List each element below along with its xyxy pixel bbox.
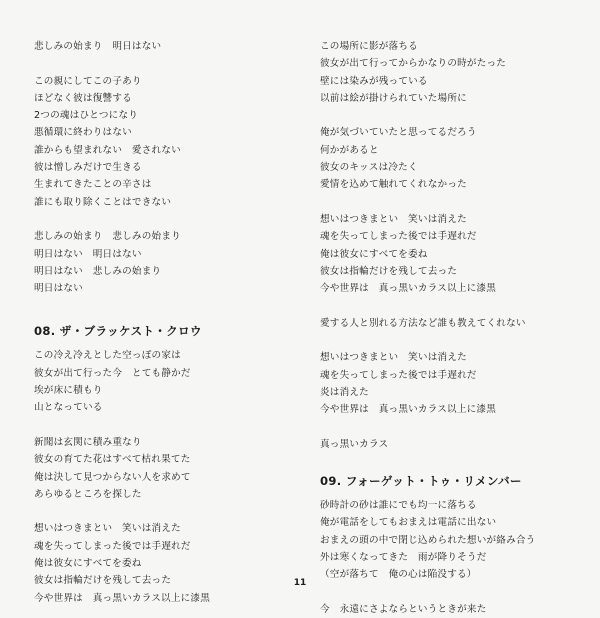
lyric-line: 今や世界は 真っ黒いカラス以上に漆黒 bbox=[320, 404, 496, 416]
lyric-line: 悪循環に終わりはない bbox=[34, 127, 132, 139]
lyric-line bbox=[320, 419, 582, 436]
lyric-line: 今や世界は 真っ黒いカラス以上に漆黒 bbox=[320, 283, 496, 295]
lyric-line: 彼女が出て行ってからかなりの時がたった bbox=[320, 58, 507, 70]
lyric-line: 新聞は玄関に積み重なり bbox=[34, 436, 142, 448]
lyric-line: 俺は彼女にすべてを委ね bbox=[34, 558, 142, 570]
lyric-line: 彼女が出て行った今 とても静かだ bbox=[34, 367, 191, 379]
song-title-09: 09. フォーゲット・トゥ・リメンバー bbox=[320, 474, 522, 489]
lyric-line: 愛する人と別れる方法など誰も教えてくれない bbox=[320, 317, 526, 329]
lyric-line: 彼女のキッスは冷たく bbox=[320, 162, 418, 174]
lyric-line bbox=[320, 194, 582, 211]
lyric-line: 魂を失ってしまった後では手遅れだ bbox=[320, 369, 477, 381]
lyric-line: 想いはつきまとい 笑いは消えた bbox=[34, 523, 181, 535]
lyric-line: 彼は憎しみだけで生きる bbox=[34, 162, 142, 174]
song-title-08: 08. ザ・ブラッケスト・クロウ bbox=[34, 324, 202, 339]
lyric-line: 埃が床に積もり bbox=[34, 385, 103, 397]
left-column bbox=[34, 38, 296, 607]
lyric-line: 生まれてきたことの辛さは bbox=[34, 179, 152, 191]
lyric-line: 炎は消えた bbox=[320, 386, 369, 398]
lyric-line bbox=[320, 107, 582, 124]
lyric-line: おまえの頭の中で閉じ込められた想いが絡み合う bbox=[320, 534, 536, 546]
lyric-line: （空が落ちて 俺の心は陥没する） bbox=[320, 569, 477, 581]
lyric-line: 想いはつきまとい 笑いは消えた bbox=[320, 213, 467, 225]
lyric-line: 彼女の育てた花はすべて枯れ果てた bbox=[34, 454, 191, 466]
lyric-line bbox=[34, 211, 296, 228]
lyrics-block-song07-end bbox=[34, 38, 296, 297]
lyric-line bbox=[34, 55, 296, 72]
lyric-line: 何かがあると bbox=[320, 144, 379, 156]
lyric-line: 明日はない 明日はない bbox=[34, 248, 142, 260]
lyric-line: 俺が電話をしてもおまえは電話に出ない bbox=[320, 517, 497, 529]
lyric-line: ほどなく彼は復讐する bbox=[34, 92, 132, 104]
lyric-line: この冷え冷えとした空っぽの家は bbox=[34, 350, 181, 362]
lyrics-block-song08-cont bbox=[320, 38, 582, 453]
lyrics-block-song08 bbox=[34, 347, 296, 606]
lyric-line: 壁には染みが残っている bbox=[320, 75, 428, 87]
lyric-line: 明日はない bbox=[34, 283, 83, 295]
lyric-line: 俺は彼女にすべてを委ね bbox=[320, 248, 428, 260]
lyric-line: 今 永遠にさよならというときが来た bbox=[320, 603, 487, 615]
lyric-line: 俺は決して見つからない人を求めて bbox=[34, 471, 191, 483]
lyric-line: 愛情を込めて触れてくれなかった bbox=[320, 179, 467, 191]
lyrics-block-song09 bbox=[320, 497, 582, 618]
page-number: 11 bbox=[293, 578, 307, 588]
lyric-line: 俺が気づいていたと思ってるだろう bbox=[320, 127, 477, 139]
lyric-line: 今や世界は 真っ黒いカラス以上に漆黒 bbox=[34, 592, 210, 604]
lyric-line: 彼女は指輪だけを残して去った bbox=[320, 265, 458, 277]
lyric-line bbox=[320, 297, 582, 314]
lyric-line: 想いはつきまとい 笑いは消えた bbox=[320, 352, 467, 364]
lyric-line: 彼女は指輪だけを残して去った bbox=[34, 575, 172, 587]
lyric-line: この親にしてこの子あり bbox=[34, 75, 142, 87]
lyric-line: 以前は絵が掛けられていた場所に bbox=[320, 92, 467, 104]
lyric-line: 明日はない 悲しみの始まり bbox=[34, 265, 162, 277]
lyric-line: あらゆるところを探した bbox=[34, 488, 142, 500]
lyric-line: 魂を失ってしまった後では手遅れだ bbox=[34, 540, 191, 552]
lyric-line bbox=[34, 503, 296, 520]
lyric-line: 2つの魂はひとつになり bbox=[34, 110, 139, 122]
lyric-line: 砂時計の砂は誰にでも均一に落ちる bbox=[320, 500, 477, 512]
lyric-line: この場所に影が落ちる bbox=[320, 41, 418, 52]
lyric-line bbox=[34, 417, 296, 434]
right-column bbox=[320, 38, 582, 618]
lyric-line: 悲しみの始まり 明日はない bbox=[34, 41, 162, 52]
lyric-line: 真っ黒いカラス bbox=[320, 438, 389, 450]
lyric-line: 山となっている bbox=[34, 402, 103, 414]
lyric-line: 外は寒くなってきた 雨が降りそうだ bbox=[320, 552, 487, 564]
lyric-line bbox=[320, 332, 582, 349]
lyric-line: 誰からも望まれない 愛されない bbox=[34, 144, 181, 156]
lyric-line: 誰にも取り除くことはできない bbox=[34, 196, 172, 208]
lyric-line: 悲しみの始まり 悲しみの始まり bbox=[34, 231, 181, 243]
lyric-line: 魂を失ってしまった後では手遅れだ bbox=[320, 231, 477, 243]
